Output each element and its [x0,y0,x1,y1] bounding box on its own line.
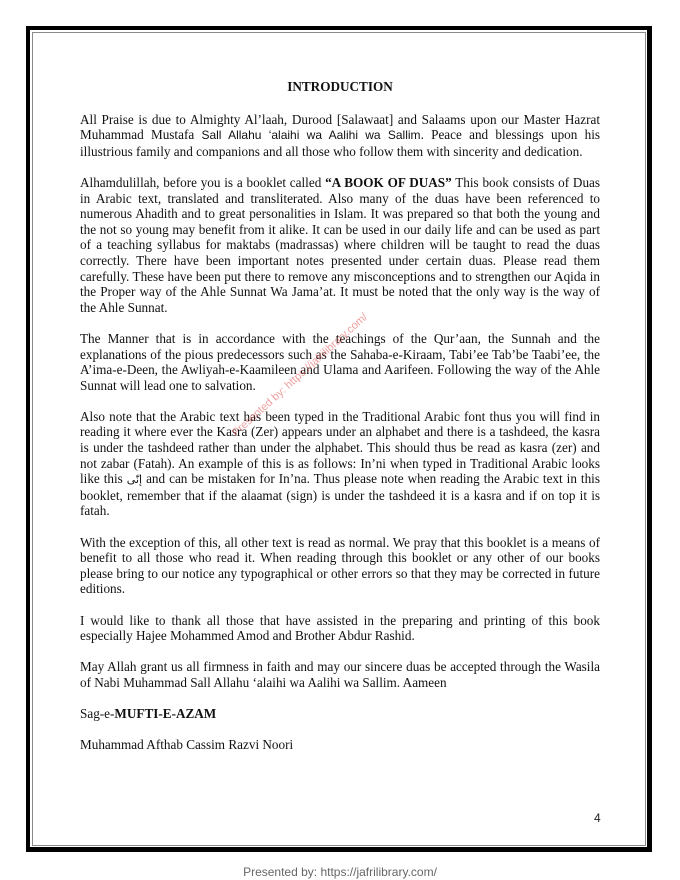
document-body [80,79,600,769]
document-title: INTRODUCTION [287,79,393,94]
paragraph-manner: The Manner that is in accordance with the teachings of the Qur’aan, the Sunnah and the explanations of the pious predecessors such as the Sahaba-e-Kiraam, Tabi’ee Tab’be Taabi’ee, the A’ima-e-Deen, the Awliyah-e-Kaamileen and Ulama and Aarifeen. Following the way of the Ahle Sunnat will lead one to salvation. [80,330,600,393]
p1-text-c: . Peace and blessings upon his illustrious family and companions and all those who follow them with sincerity and dedication. [80,127,600,159]
paragraph-praise [80,112,600,160]
p2-book-title: “A BOOK OF DUAS” [325,174,452,190]
paragraph-about-booklet [80,175,600,315]
arabic-example: إنّى [126,473,143,487]
signature-name: Muhammad Afthab Cassim Razvi Noori [80,737,294,753]
p2-text-c: This book consists of Duas in Arabic text, translated and transliterated. Also many of the duas have been referenced to numerous Ahadith and to great personalities in Islam. It was prepared so that both the young and the not so young may benefit from it alike. It can be used in our daily life and can be used as part of a teaching syllabus for maktabs (madrassas) where children will be taught to read the duas correctly. There have been important notes presented under certain duas. Please read them carefully. These have been put there to remove any misconceptions and to strengthen our Aqida in the Proper way of the Ahle Sunnat Wa Jama’at. It must be noted that the only way is the way of the Ahle Sunnat. [80,174,601,315]
p1-salutation: Sall Allahu ‘alaihi wa Aalihi wa Sallim [201,128,421,143]
paragraph-arabic-note [80,409,600,519]
watermark: Presented by: https://jafrilibrary.com/ [230,311,371,439]
p1-text-a: All Praise is due to Almighty Al’laah, Durood [Salawaat] and Salaams upon our Master Hazrat Muhammad Mustafa [80,111,600,143]
paragraph-exception: With the exception of this, all other text is read as normal. We pray that this booklet is a means of benefit to all those who read it. When reading through this booklet or any other of our books please bring to our notice any typographical or other errors so that they may be corrected in future editions. [80,534,600,597]
signature-title [80,706,600,722]
signature-bold: MUFTI-E-AZAM [114,706,217,722]
signature-prefix: Sag-e- [80,706,115,722]
p4-text-c: and can be mistaken for In’na. Thus please note when reading the Arabic text in this booklet, remember that if the alaamat (sign) is under the tashdeed it is a kasra and if on top it is fatah. [80,471,600,519]
paragraph-prayer: May Allah grant us all firmness in faith and may our sincere duas be accepted through the Wasila of Nabi Muhammad Sall Allahu ‘alaihi wa Aalihi wa Sallim. Aameen [80,659,600,690]
page-number: 4 [594,811,601,825]
footer-credit: Presented by: https://jafrilibrary.com/ [243,865,437,879]
p2-text-a: Alhamdulillah, before you is a booklet called [80,174,326,190]
p4-text-a: Also note that the Arabic text has been typed in the Traditional Arabic font thus you will find in reading it where ever the Kasra (Zer) appears under an alphabet and there is a tashdeed, the kasra is under the tashdeed rather than under the alphabet. This should thus be read as kasra (zer) and not zabar (Fatah). An example of this is as follows: In’ni when typed in Traditional Arabic looks like this [80,408,600,487]
paragraph-thanks: I would like to thank all those that have assisted in the preparing and printing of this book especially Hajee Mohammed Amod and Brother Abdur Rashid. [80,612,600,644]
